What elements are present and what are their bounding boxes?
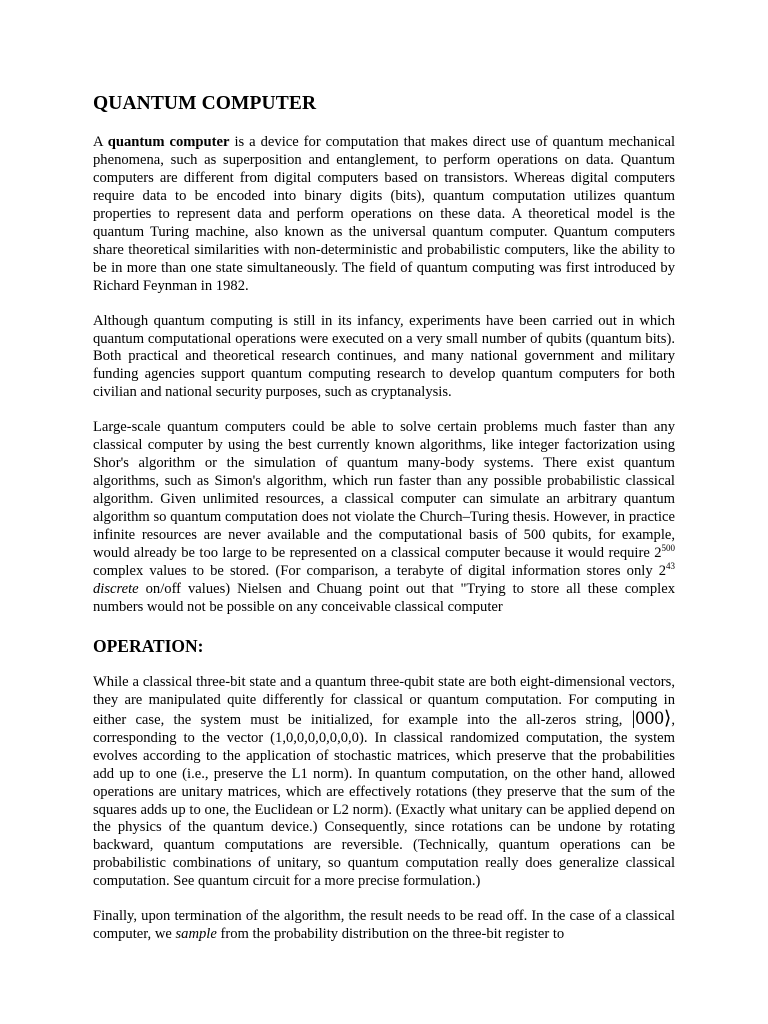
paragraph-large-scale: Large-scale quantum computers could be able to solve certain problems much faster than any classical computer by using the best currently known algorithms, like integer factorization using Shor's algorithm or the simulation of quantum many-body systems. There exist quantum algorithms, such as Simon's algorithm, which run faster than any possible probabilistic classical algorithm. Given unlimited resources, a classical computer can simulate an arbitrary quantum algorithm so quantum computation does not violate the Church–Turing thesis. However, in practice infinite resources are never available and the computational basis of 500 qubits, for example, would already be too large to be represented on a classical computer because it would require $2^{500}$ complex values to be stored. (For comparison, a terabyte of digital information stores only $2^{43}$ discrete on/off values) Nielsen and Chuang point out that "Trying to store all these complex numbers would not be possible on any conceivable classical computer (93, 419, 675, 615)
paragraph-infancy: Although quantum computing is still in its infancy, experiments have been carried out in which quantum computational operations were executed on a very small number of qubits (quantum bits). Both practical and theoretical research continues, and many national government and military funding agencies support quantum computing research to develop quantum computers for both civilian and national security purposes, such as cryptanalysis. (93, 312, 675, 401)
emphasis-discrete: discrete (93, 580, 139, 597)
exponent-500: 500 (661, 543, 675, 554)
paragraph-intro: A quantum computer is a device for computation that makes direct use of quantum mechanical phenomena, such as superposition and entanglement, to perform operations on data. Quantum computers are different from digital computers based on transistors. Whereas digital computers require data to be encoded into binary digits (bits), quantum computation utilizes quantum properties to represent data and perform operations on these data. A theoretical model is the quantum Turing machine, also known as the universal quantum computer. Quantum computers share theoretical similarities with non-deterministic and probabilistic computers, like the ability to be in more than one state simultaneously. The field of quantum computing was first introduced by Richard Feynman in 1982. (93, 134, 676, 294)
page-title: QUANTUM COMPUTER (93, 93, 317, 114)
emphasis-sample: sample (175, 926, 217, 943)
paragraph-termination: Finally, upon termination of the algorithm, the result needs to be read off. In the case of a classical computer, we sample from the probability distribution on the three-bit register to (93, 908, 675, 943)
paragraph-operation: While a classical three-bit state and a quantum three-qubit state are both eight-dimensional vectors, they are manipulated quite differently for classical or quantum computation. For computing in either case, the system must be initialized, for example into the all-zeros string, |000⟩, corresponding to the vector (1,0,0,0,0,0,0,0). In classical randomized computation, the system evolves according to the application of stochastic matrices, which preserve that the probabilities add up to one (i.e., preserve the L1 norm). In quantum computation, on the other hand, allowed operations are unitary matrices, which are effectively rotations (they preserve that the sum of the squares adds up to one, the Euclidean or L2 norm). (Exactly what unitary can be applied depend on the physics of the quantum device.) Consequently, since rotations can be undone by rotating backward, quantum computations are reversible. (Technically, quantum operations can be probabilistic combinations of unitary, so quantum computation really does generalize classical computation. See quantum circuit for a more precise formulation.) (93, 673, 675, 890)
term-quantum-computer: quantum computer (107, 134, 230, 150)
ket-000: |000⟩ (631, 707, 672, 729)
exponent-43: 43 (666, 560, 675, 571)
section-heading-operation: OPERATION: (93, 635, 204, 656)
